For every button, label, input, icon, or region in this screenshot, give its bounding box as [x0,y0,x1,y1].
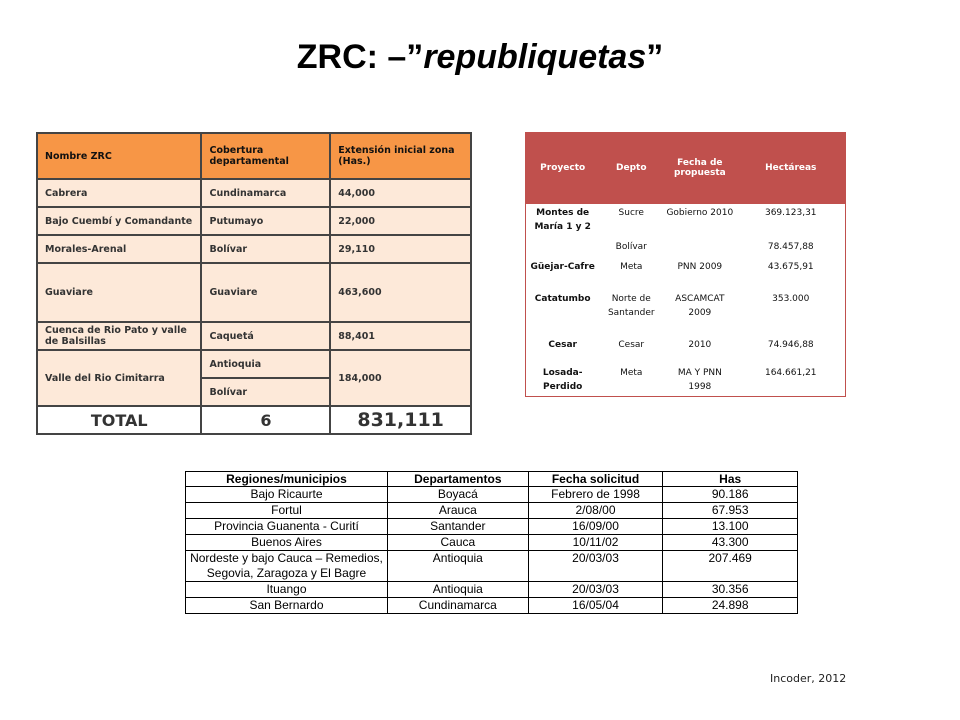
proposals-proyecto-cell: Güejar-Cafre [530,262,595,272]
zrc-ext-cell: 88,401 [330,322,471,350]
proposals-fecha-cell: MA Y PNN 1998 [677,368,722,392]
table-row [37,263,471,322]
requests-header-departamentos: Departamentos [387,472,528,487]
table-row [526,258,845,290]
requests-region-cell: Nordeste y bajo Cauca – Remedios, Segovia, Zaragoza y El Bagre [186,551,388,582]
proposals-proyecto-cell: Cesar [548,340,577,350]
proposals-depto-cell: Norte de Santander [607,294,655,318]
table-row [186,503,798,519]
proposals-fecha-cell [663,238,736,258]
requests-fecha-cell: Febrero de 1998 [528,487,663,503]
zrc-ext-cell: 184,000 [330,350,471,406]
proposals-depto-cell: Sucre [618,208,644,218]
title-italic: republiquetas [423,38,647,76]
table-row [186,519,798,535]
requests-region-cell: Buenos Aires [186,535,388,551]
title-prefix: ZRC: –” [296,38,424,76]
requests-fecha-cell: 10/11/02 [528,535,663,551]
requests-fecha-cell: 16/09/00 [528,519,663,535]
requests-table [185,471,798,614]
requests-has-cell: 207.469 [663,551,798,582]
requests-dept-cell: Cundinamarca [387,598,528,614]
proposals-ha-cell: 74.946,88 [767,340,814,350]
table-row [526,336,845,364]
requests-header-fecha: Fecha solicitud [528,472,663,487]
requests-dept-cell: Antioquia [387,551,528,582]
requests-fecha-cell: 2/08/00 [528,503,663,519]
zrc-dept-cell: Bolívar [201,378,330,406]
requests-fecha-cell: 20/03/03 [528,582,663,598]
proposals-header-fecha: Fecha de propuesta [663,132,736,204]
zrc-dept-cell: Antioquia [201,350,330,378]
proposals-table [526,132,845,396]
table-row [37,322,471,350]
zrc-name-cell: Morales-Arenal [37,235,201,263]
requests-fecha-cell: 16/05/04 [528,598,663,614]
zrc-name-cell: Cuenca de Rio Pato y valle de Balsillas [37,322,201,350]
proposals-proyecto-cell: Catatumbo [534,294,591,304]
zrc-dept-cell: Bolívar [201,235,330,263]
title-suffix: ” [646,38,664,76]
zrc-dept-cell: Guaviare [201,263,330,322]
zrc-header-cobertura: Cobertura departamental [201,133,330,179]
proposals-ha-cell: 78.457,88 [767,242,814,252]
requests-region-cell: Bajo Ricaurte [186,487,388,503]
zrc-ext-cell: 44,000 [330,179,471,207]
table-row [37,350,471,378]
zrc-dept-cell: Caquetá [201,322,330,350]
zrc-ext-cell: 463,600 [330,263,471,322]
table-row [186,551,798,582]
proposals-table-frame [525,132,846,397]
requests-region-cell: Ituango [186,582,388,598]
source-citation: Incoder, 2012 [770,672,847,685]
proposals-header-depto: Depto [599,132,663,204]
table-row [186,487,798,503]
proposals-proyecto-cell: Montes de María 1 y 2 [534,208,591,232]
table-row [37,235,471,263]
proposals-depto-cell: Cesar [618,340,645,350]
slide-title [0,38,960,77]
zrc-name-cell: Guaviare [37,263,201,322]
requests-has-cell: 24.898 [663,598,798,614]
proposals-depto-cell: Meta [620,262,643,272]
proposals-proyecto-cell: Losada-Perdido [542,368,583,392]
requests-has-cell: 43.300 [663,535,798,551]
requests-has-cell: 67.953 [663,503,798,519]
requests-dept-cell: Cauca [387,535,528,551]
zrc-total-count: 6 [201,406,330,434]
proposals-depto-cell: Bolívar [615,242,647,252]
table-row [186,582,798,598]
zrc-dept-cell: Putumayo [201,207,330,235]
table-row [37,179,471,207]
requests-dept-cell: Boyacá [387,487,528,503]
proposals-proyecto-cell [526,238,599,258]
requests-region-cell: Fortul [186,503,388,519]
table-row [526,290,845,336]
zrc-ext-cell: 29,110 [330,235,471,263]
requests-header-regiones: Regiones/municipios [186,472,388,487]
zrc-total-row [37,406,471,434]
zrc-name-cell: Bajo Cuembí y Comandante [37,207,201,235]
zrc-header-extension: Extensión inicial zona (Has.) [330,133,471,179]
zrc-name-cell: Valle del Rio Cimitarra [37,350,201,406]
zrc-table [36,132,472,435]
zrc-dept-cell: Cundinamarca [201,179,330,207]
requests-has-cell: 90.186 [663,487,798,503]
proposals-fecha-cell: PNN 2009 [677,262,723,272]
table-row [37,207,471,235]
requests-has-cell: 13.100 [663,519,798,535]
proposals-ha-cell: 353.000 [772,294,810,304]
table-row [186,535,798,551]
requests-region-cell: San Bernardo [186,598,388,614]
requests-header-has: Has [663,472,798,487]
requests-region-cell: Provincia Guanenta - Curití [186,519,388,535]
requests-dept-cell: Arauca [387,503,528,519]
zrc-total-ext: 831,111 [330,406,471,434]
table-row [526,364,845,396]
table-row [526,238,845,258]
proposals-fecha-cell: 2010 [688,340,712,350]
zrc-ext-cell: 22,000 [330,207,471,235]
zrc-total-label: TOTAL [37,406,201,434]
requests-fecha-cell: 20/03/03 [528,551,663,582]
proposals-ha-cell: 164.661,21 [764,368,817,378]
zrc-name-cell: Cabrera [37,179,201,207]
proposals-header-proyecto: Proyecto [526,132,599,204]
requests-dept-cell: Antioquia [387,582,528,598]
table-row [526,204,845,238]
proposals-ha-cell: 369.123,31 [764,208,817,218]
zrc-header-nombre: Nombre ZRC [37,133,201,179]
proposals-depto-cell: Meta [620,368,643,378]
table-row [186,598,798,614]
proposals-fecha-cell: ASCAMCAT 2009 [675,294,725,318]
proposals-fecha-cell: Gobierno 2010 [666,208,734,218]
requests-dept-cell: Santander [387,519,528,535]
proposals-ha-cell: 43.675,91 [767,262,814,272]
proposals-header-hectareas: Hectáreas [737,132,845,204]
requests-has-cell: 30.356 [663,582,798,598]
